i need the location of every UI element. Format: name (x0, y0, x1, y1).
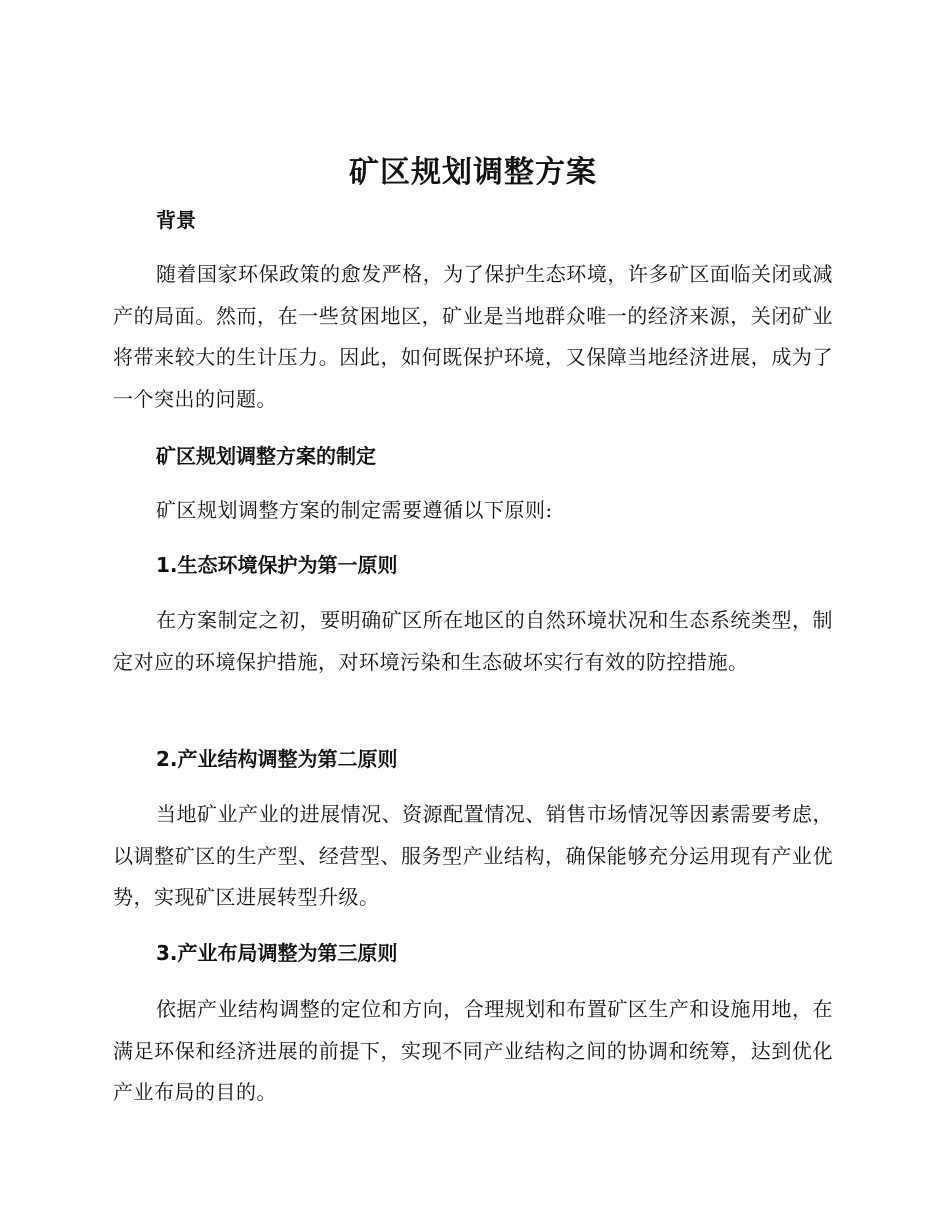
section-heading-plan-formulation: 矿区规划调整方案的制定 (156, 444, 376, 468)
document-title: 矿区规划调整方案 (349, 155, 597, 190)
section-heading-principle-1: 1.生态环境保护为第一原则 (156, 553, 398, 577)
paragraph-principle-1: 在方案制定之初，要明确矿区所在地区的自然环境状况和生态系统类型，制定对应的环境保护措施，对环境污染和生态破坏实行有效的防控措施。 (113, 608, 833, 674)
paragraph-principle-3: 依据产业结构调整的定位和方向，合理规划和布置矿区生产和设施用地，在满足环保和经济进展的前提下，实现不同产业结构之间的协调和统筹，达到优化产业布局的目的。 (113, 997, 833, 1104)
section-heading-background: 背景 (156, 208, 196, 232)
paragraph-plan-formulation: 矿区规划调整方案的制定需要遵循以下原则: (156, 498, 553, 522)
paragraph-background: 随着国家环保政策的愈发严格，为了保护生态环境，许多矿区面临关闭或减产的局面。然而，在一些贫困地区，矿业是当地群众唯一的经济来源，关闭矿业将带来较大的生计压力。因此，如何既保护环境，又保障当地经济进展，成为了一个突出的问题。 (113, 262, 833, 411)
section-heading-principle-2: 2.产业结构调整为第二原则 (156, 747, 398, 771)
paragraph-principle-2: 当地矿业产业的进展情况、资源配置情况、销售市场情况等因素需要考虑，以调整矿区的生产型、经营型、服务型产业结构，确保能够充分运用现有产业优势，实现矿区进展转型升级。 (113, 802, 833, 909)
section-heading-principle-3: 3.产业布局调整为第三原则 (156, 941, 398, 965)
